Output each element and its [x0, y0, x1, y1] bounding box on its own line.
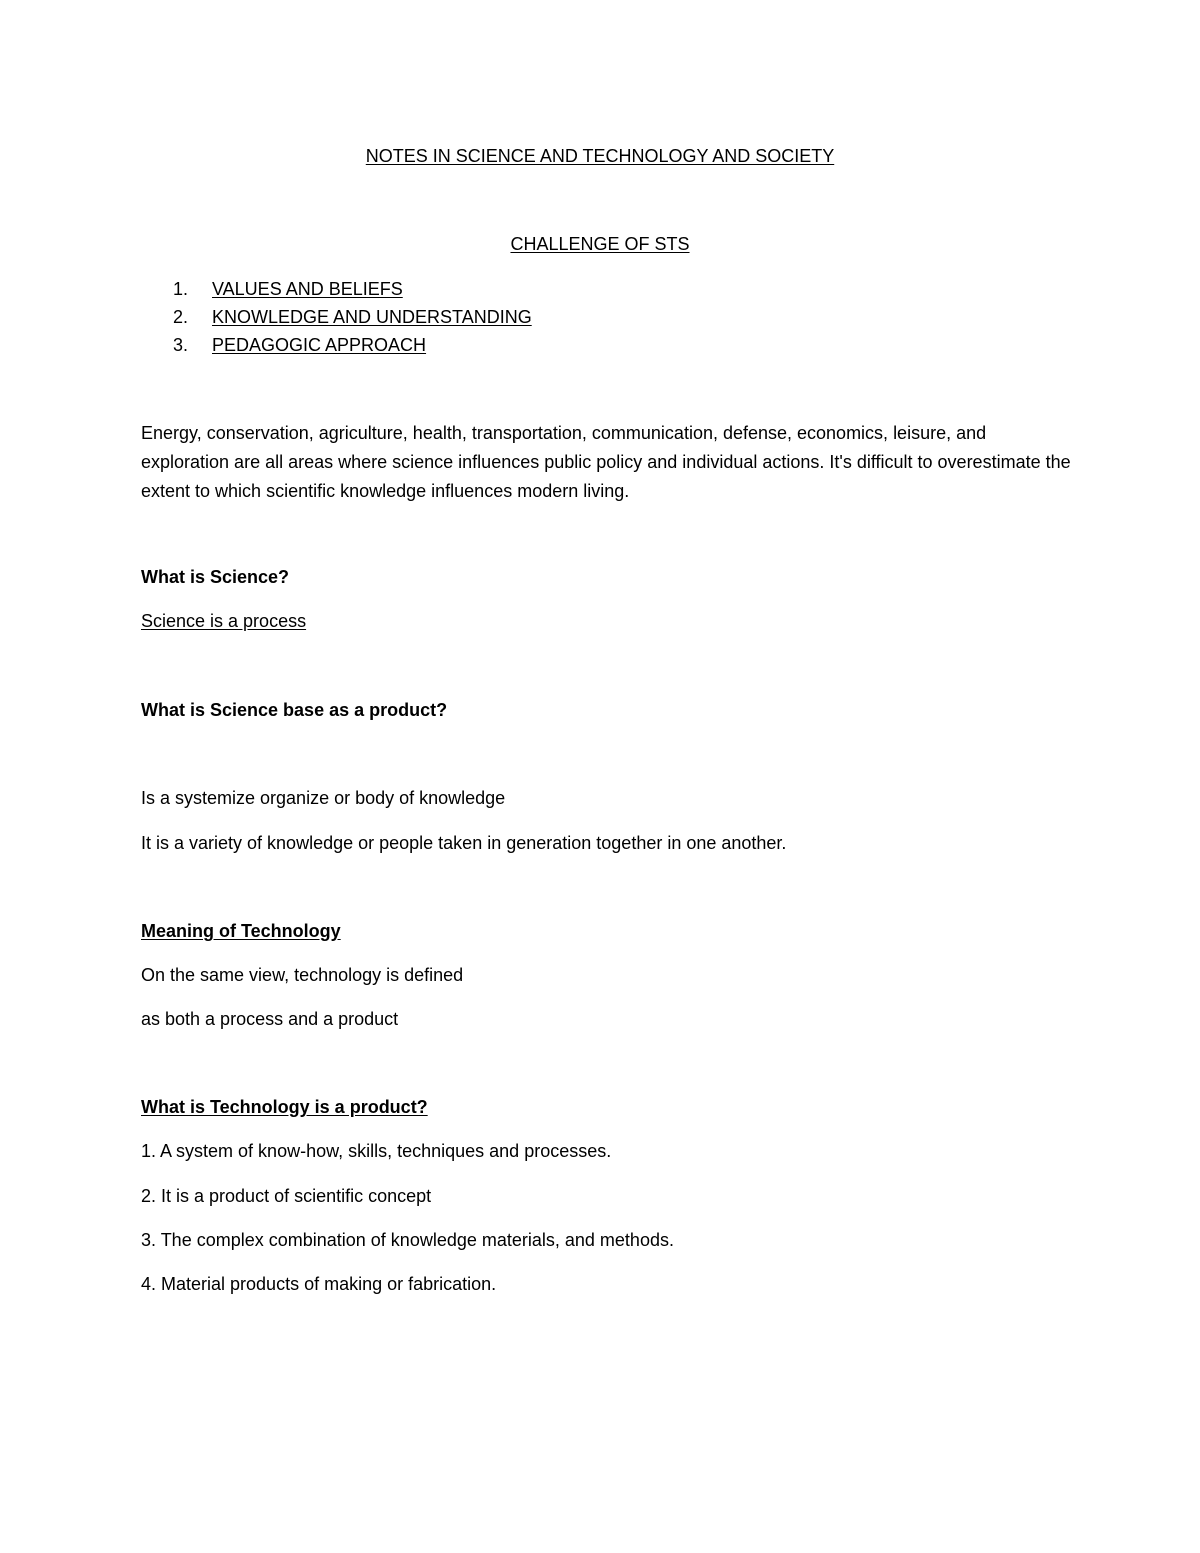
document-title: NOTES IN SCIENCE AND TECHNOLOGY AND SOCIETY — [365, 146, 835, 166]
list-item-number: 1. — [173, 279, 189, 299]
list-item: 3. The complex combination of knowledge materials, and methods. — [141, 1230, 674, 1250]
section-heading: What is Technology is a product? — [141, 1097, 428, 1117]
body-text: as both a process and a product — [141, 1009, 399, 1029]
list-item: 1. A system of know-how, skills, techniques and processes. — [141, 1141, 612, 1161]
list-item-number: 3. — [173, 335, 189, 355]
list-item: KNOWLEDGE AND UNDERSTANDING — [212, 307, 532, 327]
answer-text: Science is a process — [141, 611, 307, 631]
list-item: 2. It is a product of scientific concept — [141, 1186, 432, 1206]
intro-paragraph: Energy, conservation, agriculture, health, transportation, communication, defense, economics, leisure, and exploration are all areas where science influences public policy and individual actions. It's difficult to overestimate the extent to which scientific knowledge influences modern living. — [141, 423, 1071, 501]
section-heading: Meaning of Technology — [141, 921, 341, 941]
question-heading: What is Science? — [141, 567, 290, 587]
list-item: 4. Material products of making or fabrication. — [141, 1274, 497, 1294]
list-item: VALUES AND BELIEFS — [212, 279, 403, 299]
list-item-number: 2. — [173, 307, 189, 327]
answer-text: Is a systemize organize or body of knowledge — [141, 788, 506, 808]
list-item: PEDAGOGIC APPROACH — [212, 335, 427, 355]
section-heading: CHALLENGE OF STS — [510, 234, 690, 254]
answer-text: It is a variety of knowledge or people taken in generation together in one another. — [141, 833, 787, 853]
body-text: On the same view, technology is defined — [141, 965, 464, 985]
question-heading: What is Science base as a product? — [141, 700, 448, 720]
